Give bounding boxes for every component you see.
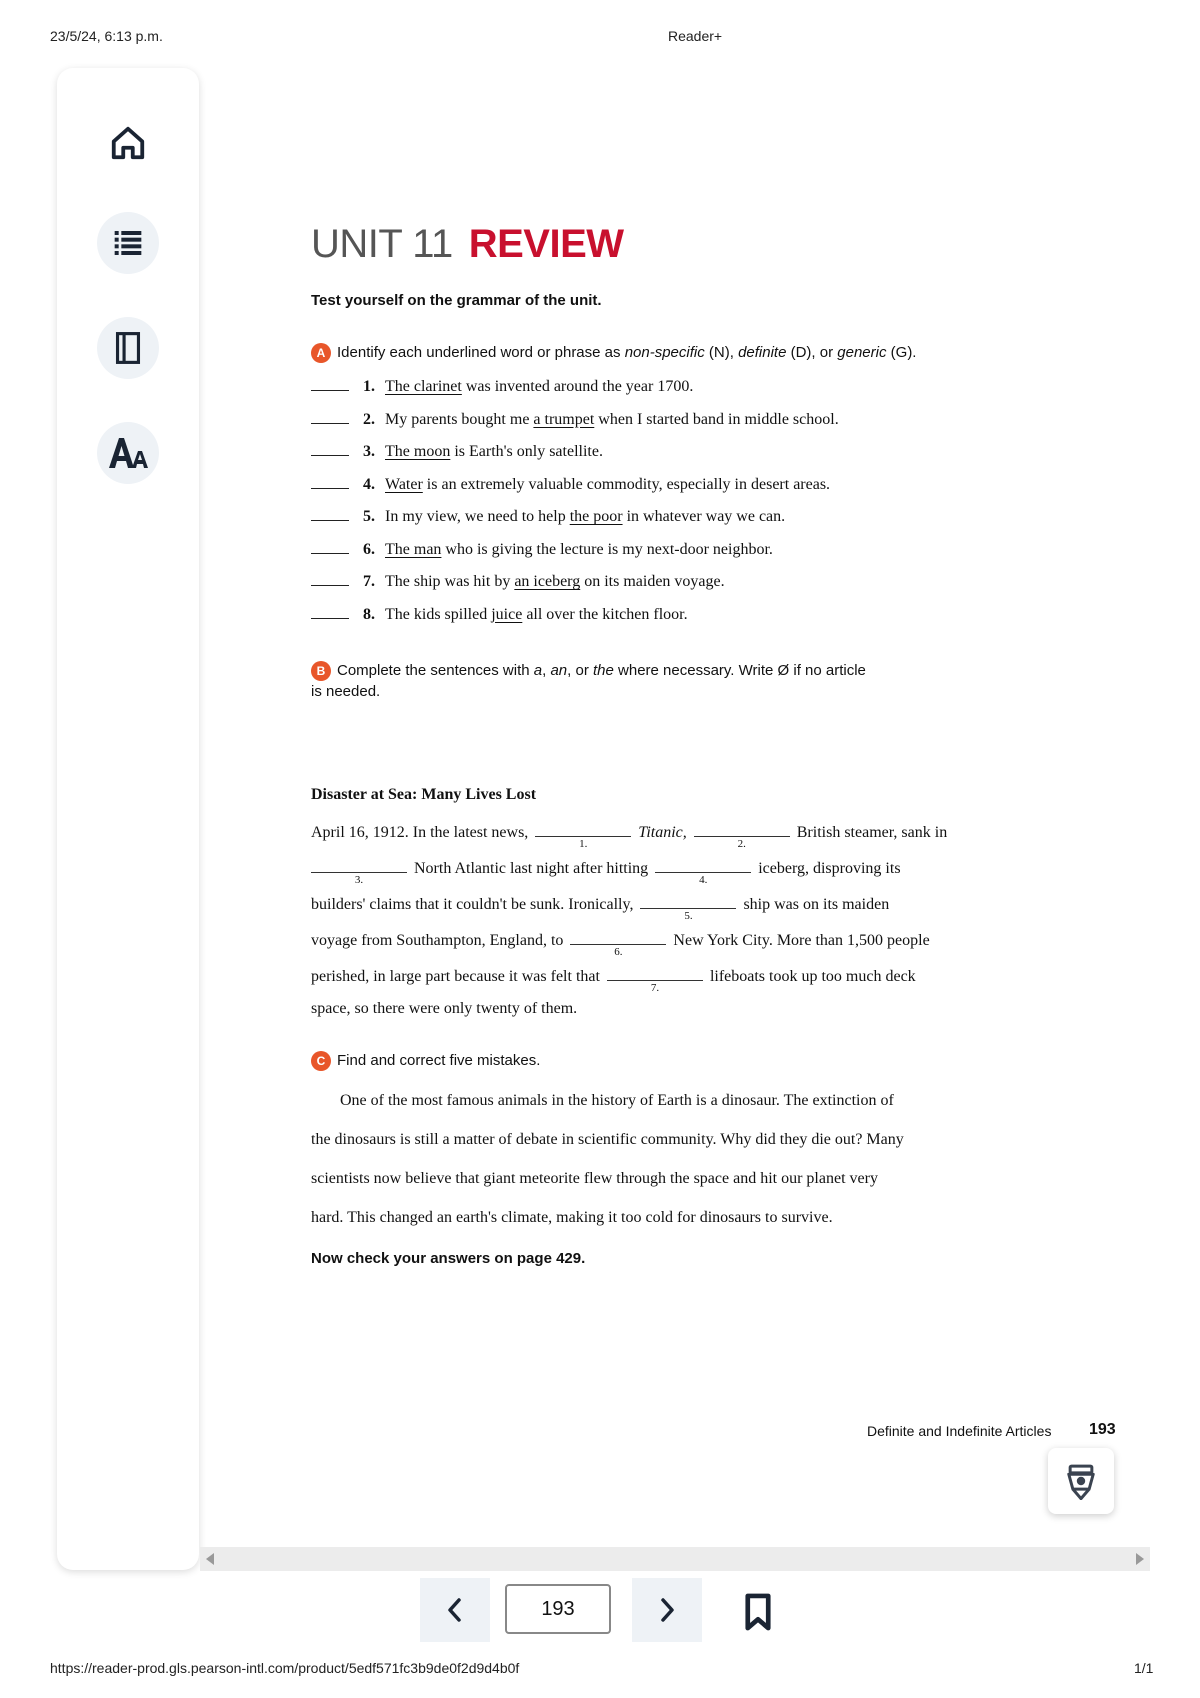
notebook-button[interactable] [97, 317, 159, 379]
item-number: 7. [363, 573, 375, 590]
answer-blank[interactable] [311, 389, 349, 391]
underlined-phrase: the poor [569, 508, 623, 525]
underlined-phrase: The moon [385, 443, 451, 460]
blank-6[interactable]: 6. [570, 928, 666, 945]
item-text-after: is an extremely valuable commodity, especially in desert areas. [422, 475, 831, 493]
print-url: https://reader-prod.gls.pearson-intl.com/product/5edf571fc3b9de0f2d9d4b0f [50, 1660, 520, 1676]
print-title: Reader+ [668, 28, 723, 44]
item-text-after: when I started band in middle school. [594, 410, 839, 428]
home-icon [109, 124, 147, 162]
item-text-after: in whatever way we can. [622, 508, 786, 525]
page-footer-title: Definite and Indefinite Articles [867, 1423, 1052, 1439]
exercise-a-item [311, 541, 773, 567]
item-text-before: The kids spilled [385, 605, 492, 623]
underlined-phrase: The clarinet [385, 378, 462, 395]
horizontal-scrollbar[interactable] [200, 1547, 1150, 1571]
item-number: 8. [363, 605, 375, 623]
item-number: 4. [363, 475, 375, 493]
review-heading: REVIEW [468, 222, 624, 266]
exercise-a-item [311, 378, 693, 404]
underlined-phrase: The man [385, 540, 442, 558]
exercise-a-item [311, 573, 725, 599]
previous-page-button[interactable] [420, 1578, 490, 1642]
underlined-phrase: a trumpet [533, 410, 595, 428]
text-size-button[interactable] [97, 422, 159, 484]
item-text-before: My parents bought me [385, 410, 534, 428]
next-page-button[interactable] [632, 1578, 702, 1642]
underlined-phrase: Water [385, 475, 423, 493]
bookmark-button[interactable] [740, 1590, 776, 1634]
story-line-4: voyage from Southampton, England, to 6. New York City. More than 1,500 people [311, 928, 930, 958]
chevron-right-icon [655, 1596, 679, 1624]
underlined-phrase: an iceberg [514, 573, 581, 590]
blank-1[interactable]: 1. [535, 820, 631, 837]
story-line-1: April 16, 1912. In the latest news, 1. Titanic, 2. British steamer, sank in [311, 820, 947, 850]
list-icon [112, 227, 144, 259]
item-text-after: who is giving the lecture is my next-door neighbor. [441, 540, 773, 558]
blank-5[interactable]: 5. [640, 892, 736, 909]
paragraph-line: scientists now believe that giant meteorite flew through the space and hit our planet very [311, 1170, 878, 1187]
item-number: 1. [363, 378, 375, 395]
item-text-after: on its maiden voyage. [580, 573, 725, 590]
answer-blank[interactable] [311, 584, 349, 586]
text-size-icon [108, 435, 148, 471]
item-text-before: In my view, we need to help [385, 508, 570, 525]
notebook-icon [112, 331, 144, 365]
answer-blank[interactable] [311, 552, 349, 554]
chevron-left-icon [443, 1596, 467, 1624]
exercise-a-item [311, 508, 785, 534]
blank-3[interactable]: 3. [311, 856, 407, 873]
blank-4[interactable]: 4. [655, 856, 751, 873]
section-b-badge: B [311, 661, 331, 681]
section-c-instructions: C Find and correct five mistakes. [311, 1050, 951, 1071]
table-of-contents-button[interactable] [97, 212, 159, 274]
check-answers-text: Now check your answers on page 429. [311, 1250, 586, 1267]
item-number: 2. [363, 410, 375, 428]
scroll-left-arrow-icon[interactable] [206, 1553, 214, 1565]
story-line-5: perished, in large part because it was felt that 7. lifeboats took up too much deck [311, 964, 916, 994]
item-text-after: was invented around the year 1700. [461, 378, 694, 395]
item-text-after: is Earth's only satellite. [450, 443, 603, 460]
answer-blank[interactable] [311, 487, 349, 489]
paragraph-line: hard. This changed an earth's climate, making it too cold for dinosaurs to survive. [311, 1209, 833, 1226]
blank-2[interactable]: 2. [694, 820, 790, 837]
paragraph-line: the dinosaurs is still a matter of debate in scientific community. Why did they die out? Many [311, 1131, 904, 1148]
scroll-right-arrow-icon[interactable] [1136, 1553, 1144, 1565]
pen-tool-button[interactable] [1048, 1448, 1114, 1514]
item-number: 5. [363, 508, 375, 525]
exercise-a-item [311, 476, 830, 502]
answer-blank[interactable] [311, 617, 349, 619]
answer-blank[interactable] [311, 454, 349, 456]
book-page [200, 68, 1150, 1548]
pen-nib-icon [1064, 1462, 1098, 1500]
blank-7[interactable]: 7. [607, 964, 703, 981]
home-button[interactable] [97, 112, 159, 174]
intro-text: Test yourself on the grammar of the unit. [311, 292, 602, 309]
section-c-badge: C [311, 1051, 331, 1071]
item-text-after: all over the kitchen floor. [522, 605, 688, 623]
exercise-a-item [311, 606, 688, 632]
bookmark-icon [743, 1593, 773, 1631]
item-text-before: The ship was hit by [385, 573, 515, 590]
story-title: Disaster at Sea: Many Lives Lost [311, 786, 537, 803]
item-number: 6. [363, 540, 375, 558]
story-line-6: space, so there were only twenty of them. [311, 1000, 578, 1017]
exercise-a-item [311, 443, 603, 469]
item-number: 3. [363, 443, 375, 460]
print-page-count: 1/1 [1134, 1660, 1154, 1676]
print-datetime: 23/5/24, 6:13 p.m. [50, 28, 163, 44]
section-a-instructions: A Identify each underlined word or phrase as non-specific (N), definite (D), or generic (G). [311, 342, 1031, 363]
sidebar [57, 68, 199, 1570]
section-a-badge: A [311, 343, 331, 363]
story-line-2: 3. North Atlantic last night after hitting 4. iceberg, disproving its [311, 856, 901, 886]
unit-title [311, 222, 624, 267]
answer-blank[interactable] [311, 422, 349, 424]
section-b-instructions: B Complete the sentences with a, an, or the where necessary. Write Ø if no article is needed. [311, 662, 866, 701]
unit-number: UNIT 11 [311, 222, 453, 266]
underlined-phrase: juice [491, 605, 523, 623]
exercise-a-item [311, 411, 839, 437]
page-footer-number: 193 [1089, 1421, 1116, 1438]
story-line-3: builders' claims that it couldn't be sunk. Ironically, 5. ship was on its maiden [311, 892, 889, 922]
answer-blank[interactable] [311, 519, 349, 521]
paragraph-line: One of the most famous animals in the history of Earth is a dinosaur. The extinction of [340, 1092, 894, 1109]
page-number-input[interactable] [505, 1584, 611, 1634]
